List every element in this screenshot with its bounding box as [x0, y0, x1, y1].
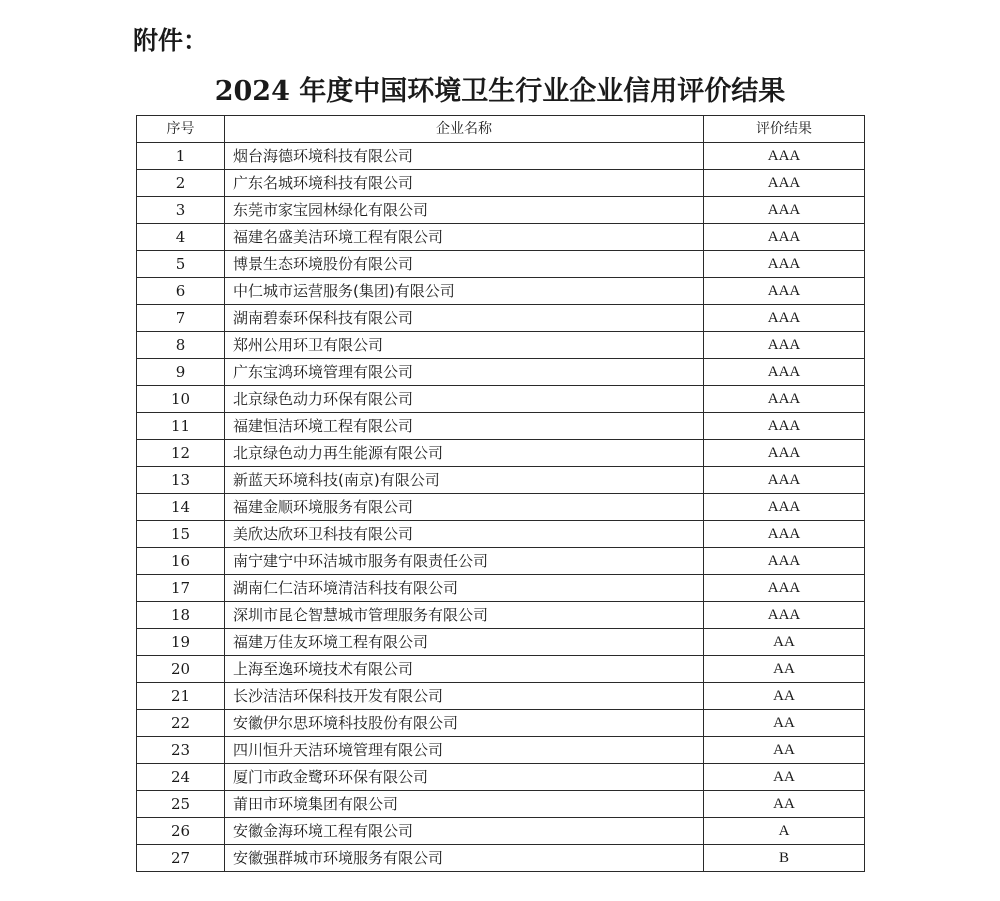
- company-name-cell: 安徽金海环境工程有限公司: [225, 818, 704, 845]
- company-name-cell: 上海至逸环境技术有限公司: [225, 656, 704, 683]
- company-name-cell: 安徽强群城市环境服务有限公司: [225, 845, 704, 872]
- table-body: [137, 143, 865, 872]
- serial-number-cell: 27: [137, 845, 225, 872]
- rating-result-cell: AAA: [704, 170, 865, 197]
- table-row: [137, 143, 865, 170]
- serial-number-cell: 21: [137, 683, 225, 710]
- table-row: [137, 197, 865, 224]
- table-row: [137, 440, 865, 467]
- rating-result-cell: AA: [704, 764, 865, 791]
- rating-result-cell: AAA: [704, 224, 865, 251]
- serial-number-cell: 6: [137, 278, 225, 305]
- serial-number-cell: 25: [137, 791, 225, 818]
- serial-number-cell: 17: [137, 575, 225, 602]
- serial-number-cell: 1: [137, 143, 225, 170]
- company-name-cell: 湖南仁仁洁环境清洁科技有限公司: [225, 575, 704, 602]
- rating-result-cell: AAA: [704, 575, 865, 602]
- serial-number-cell: 2: [137, 170, 225, 197]
- serial-number-cell: 3: [137, 197, 225, 224]
- serial-number-cell: 5: [137, 251, 225, 278]
- rating-result-cell: AAA: [704, 467, 865, 494]
- company-name-cell: 北京绿色动力再生能源有限公司: [225, 440, 704, 467]
- table-row: [137, 710, 865, 737]
- company-name-cell: 深圳市昆仑智慧城市管理服务有限公司: [225, 602, 704, 629]
- rating-result-cell: AAA: [704, 197, 865, 224]
- company-name-cell: 福建金顺环境服务有限公司: [225, 494, 704, 521]
- rating-result-cell: AAA: [704, 143, 865, 170]
- table-row: [137, 224, 865, 251]
- serial-number-cell: 13: [137, 467, 225, 494]
- serial-number-cell: 9: [137, 359, 225, 386]
- table-row: [137, 521, 865, 548]
- rating-result-cell: AAA: [704, 602, 865, 629]
- table-header-row: [137, 116, 865, 143]
- rating-result-cell: AA: [704, 737, 865, 764]
- page-title: 2024 年度中国环境卫生行业企业信用评价结果: [214, 76, 786, 107]
- table-row: [137, 413, 865, 440]
- rating-result-cell: AAA: [704, 413, 865, 440]
- company-name-cell: 广东名城环境科技有限公司: [225, 170, 704, 197]
- serial-number-cell: 15: [137, 521, 225, 548]
- table-row: [137, 359, 865, 386]
- table-row: [137, 386, 865, 413]
- serial-number-cell: 19: [137, 629, 225, 656]
- company-name-cell: 湖南碧泰环保科技有限公司: [225, 305, 704, 332]
- table-row: [137, 602, 865, 629]
- company-name-cell: 莆田市环境集团有限公司: [225, 791, 704, 818]
- serial-number-cell: 22: [137, 710, 225, 737]
- serial-number-cell: 26: [137, 818, 225, 845]
- credit-rating-table: [136, 115, 865, 872]
- header-rating-result: 评价结果: [704, 116, 865, 143]
- company-name-cell: 福建万佳友环境工程有限公司: [225, 629, 704, 656]
- rating-result-cell: AA: [704, 629, 865, 656]
- rating-result-cell: AAA: [704, 386, 865, 413]
- serial-number-cell: 24: [137, 764, 225, 791]
- company-name-cell: 烟台海德环境科技有限公司: [225, 143, 704, 170]
- table-row: [137, 332, 865, 359]
- serial-number-cell: 12: [137, 440, 225, 467]
- serial-number-cell: 20: [137, 656, 225, 683]
- table-row: [137, 251, 865, 278]
- serial-number-cell: 11: [137, 413, 225, 440]
- company-name-cell: 广东宝鸿环境管理有限公司: [225, 359, 704, 386]
- attachment-label: 附件：: [133, 26, 209, 55]
- serial-number-cell: 23: [137, 737, 225, 764]
- rating-result-cell: AAA: [704, 440, 865, 467]
- table-row: [137, 656, 865, 683]
- rating-result-cell: AAA: [704, 332, 865, 359]
- company-name-cell: 四川恒升天洁环境管理有限公司: [225, 737, 704, 764]
- table-row: [137, 629, 865, 656]
- rating-result-cell: AAA: [704, 548, 865, 575]
- company-name-cell: 中仁城市运营服务(集团)有限公司: [225, 278, 704, 305]
- company-name-cell: 北京绿色动力环保有限公司: [225, 386, 704, 413]
- rating-result-cell: AAA: [704, 305, 865, 332]
- rating-result-cell: AA: [704, 683, 865, 710]
- company-name-cell: 厦门市政金鹭环环保有限公司: [225, 764, 704, 791]
- rating-result-cell: AAA: [704, 359, 865, 386]
- serial-number-cell: 14: [137, 494, 225, 521]
- table-row: [137, 467, 865, 494]
- rating-result-cell: AAA: [704, 494, 865, 521]
- company-name-cell: 美欣达欣环卫科技有限公司: [225, 521, 704, 548]
- table-row: [137, 170, 865, 197]
- company-name-cell: 福建恒洁环境工程有限公司: [225, 413, 704, 440]
- table-row: [137, 494, 865, 521]
- rating-result-cell: AAA: [704, 278, 865, 305]
- company-name-cell: 福建名盛美洁环境工程有限公司: [225, 224, 704, 251]
- rating-result-cell: AAA: [704, 521, 865, 548]
- table-row: [137, 764, 865, 791]
- rating-result-cell: AA: [704, 656, 865, 683]
- table-row: [137, 683, 865, 710]
- serial-number-cell: 18: [137, 602, 225, 629]
- table-row: [137, 548, 865, 575]
- rating-result-cell: AA: [704, 710, 865, 737]
- company-name-cell: 东莞市家宝园林绿化有限公司: [225, 197, 704, 224]
- serial-number-cell: 4: [137, 224, 225, 251]
- table-row: [137, 278, 865, 305]
- serial-number-cell: 8: [137, 332, 225, 359]
- company-name-cell: 郑州公用环卫有限公司: [225, 332, 704, 359]
- table-row: [137, 737, 865, 764]
- serial-number-cell: 16: [137, 548, 225, 575]
- table-row: [137, 845, 865, 872]
- company-name-cell: 长沙洁洁环保科技开发有限公司: [225, 683, 704, 710]
- rating-result-cell: AA: [704, 791, 865, 818]
- table-row: [137, 791, 865, 818]
- company-name-cell: 博景生态环境股份有限公司: [225, 251, 704, 278]
- company-name-cell: 南宁建宁中环洁城市服务有限责任公司: [225, 548, 704, 575]
- header-serial-number: 序号: [137, 116, 225, 143]
- serial-number-cell: 10: [137, 386, 225, 413]
- table-row: [137, 818, 865, 845]
- header-company-name: 企业名称: [225, 116, 704, 143]
- rating-result-cell: B: [704, 845, 865, 872]
- table-row: [137, 575, 865, 602]
- rating-result-cell: AAA: [704, 251, 865, 278]
- table-row: [137, 305, 865, 332]
- serial-number-cell: 7: [137, 305, 225, 332]
- rating-result-cell: A: [704, 818, 865, 845]
- company-name-cell: 新蓝天环境科技(南京)有限公司: [225, 467, 704, 494]
- company-name-cell: 安徽伊尔思环境科技股份有限公司: [225, 710, 704, 737]
